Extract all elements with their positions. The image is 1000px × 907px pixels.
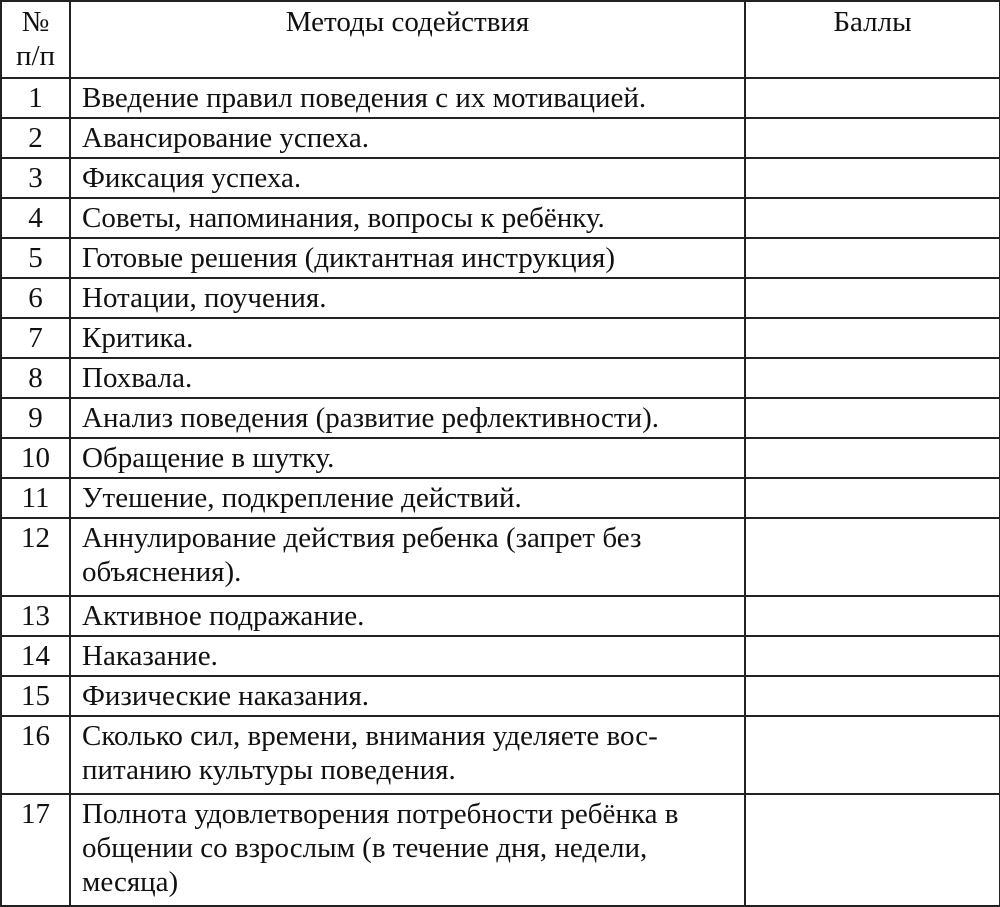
row-score-cell[interactable]: [745, 518, 1000, 596]
table-row: [1, 318, 1000, 358]
row-score-cell[interactable]: [745, 358, 1000, 398]
row-number: 17: [1, 794, 70, 906]
table-row: [1, 438, 1000, 478]
row-number: 5: [1, 238, 70, 278]
row-method: Введение правил поведения с их мотивацией.: [70, 78, 745, 118]
row-number: 3: [1, 158, 70, 198]
table-row: [1, 478, 1000, 518]
row-number: 6: [1, 278, 70, 318]
row-method: Похвала.: [70, 358, 745, 398]
row-method: Авансирование успеха.: [70, 118, 745, 158]
row-score-cell[interactable]: [745, 278, 1000, 318]
row-score-cell[interactable]: [745, 238, 1000, 278]
header-score: Баллы: [745, 1, 1000, 78]
row-method: Сколько сил, времени, внимания уделяете вос-питанию культуры поведения.: [70, 716, 745, 794]
table-row: [1, 198, 1000, 238]
row-number: 15: [1, 676, 70, 716]
row-score-cell[interactable]: [745, 676, 1000, 716]
row-number: 8: [1, 358, 70, 398]
row-number: 2: [1, 118, 70, 158]
row-number: 12: [1, 518, 70, 596]
row-method: Фиксация успеха.: [70, 158, 745, 198]
header-number-abbrev: п/п: [15, 40, 56, 72]
row-score-cell[interactable]: [745, 636, 1000, 676]
row-method: Советы, напоминания, вопросы к ребёнку.: [70, 198, 745, 238]
row-method: Анализ поведения (развитие рефлективности).: [70, 398, 745, 438]
row-score-cell[interactable]: [745, 198, 1000, 238]
row-method: Обращение в шутку.: [70, 438, 745, 478]
row-number: 13: [1, 596, 70, 636]
header-method: Методы содействия: [70, 1, 745, 78]
header-number: [1, 1, 70, 78]
table-row: [1, 716, 1000, 794]
header-number-symbol: №: [21, 6, 50, 38]
row-score-cell[interactable]: [745, 118, 1000, 158]
row-number: 9: [1, 398, 70, 438]
table-row: [1, 158, 1000, 198]
row-number: 11: [1, 478, 70, 518]
row-method: Активное подражание.: [70, 596, 745, 636]
table-row: [1, 358, 1000, 398]
row-method: Наказание.: [70, 636, 745, 676]
row-number: 16: [1, 716, 70, 794]
row-method: Готовые решения (диктантная инструкция): [70, 238, 745, 278]
table-row: [1, 238, 1000, 278]
table-header-row: [1, 1, 1000, 78]
row-score-cell[interactable]: [745, 158, 1000, 198]
row-method: Утешение, подкрепление действий.: [70, 478, 745, 518]
table-row: [1, 676, 1000, 716]
row-method: Критика.: [70, 318, 745, 358]
row-score-cell[interactable]: [745, 398, 1000, 438]
table-row: [1, 78, 1000, 118]
table-row: [1, 636, 1000, 676]
row-number: 7: [1, 318, 70, 358]
table-row: [1, 278, 1000, 318]
row-score-cell[interactable]: [745, 478, 1000, 518]
row-score-cell[interactable]: [745, 318, 1000, 358]
row-method: Физические наказания.: [70, 676, 745, 716]
row-score-cell[interactable]: [745, 78, 1000, 118]
row-number: 14: [1, 636, 70, 676]
table-row: [1, 518, 1000, 596]
row-score-cell[interactable]: [745, 438, 1000, 478]
table-row: [1, 118, 1000, 158]
row-number: 10: [1, 438, 70, 478]
row-method: Аннулирование действия ребенка (запрет без объяснения).: [70, 518, 745, 596]
row-number: 1: [1, 78, 70, 118]
row-score-cell[interactable]: [745, 596, 1000, 636]
row-method: Нотации, поучения.: [70, 278, 745, 318]
row-number: 4: [1, 198, 70, 238]
row-score-cell[interactable]: [745, 716, 1000, 794]
table-row: [1, 794, 1000, 906]
row-method: Полнота удовлетворения потребности ребёнка в общении со взрослым (в течение дня, недели, месяца): [70, 794, 745, 906]
table-row: [1, 596, 1000, 636]
row-score-cell[interactable]: [745, 794, 1000, 906]
table-row: [1, 398, 1000, 438]
